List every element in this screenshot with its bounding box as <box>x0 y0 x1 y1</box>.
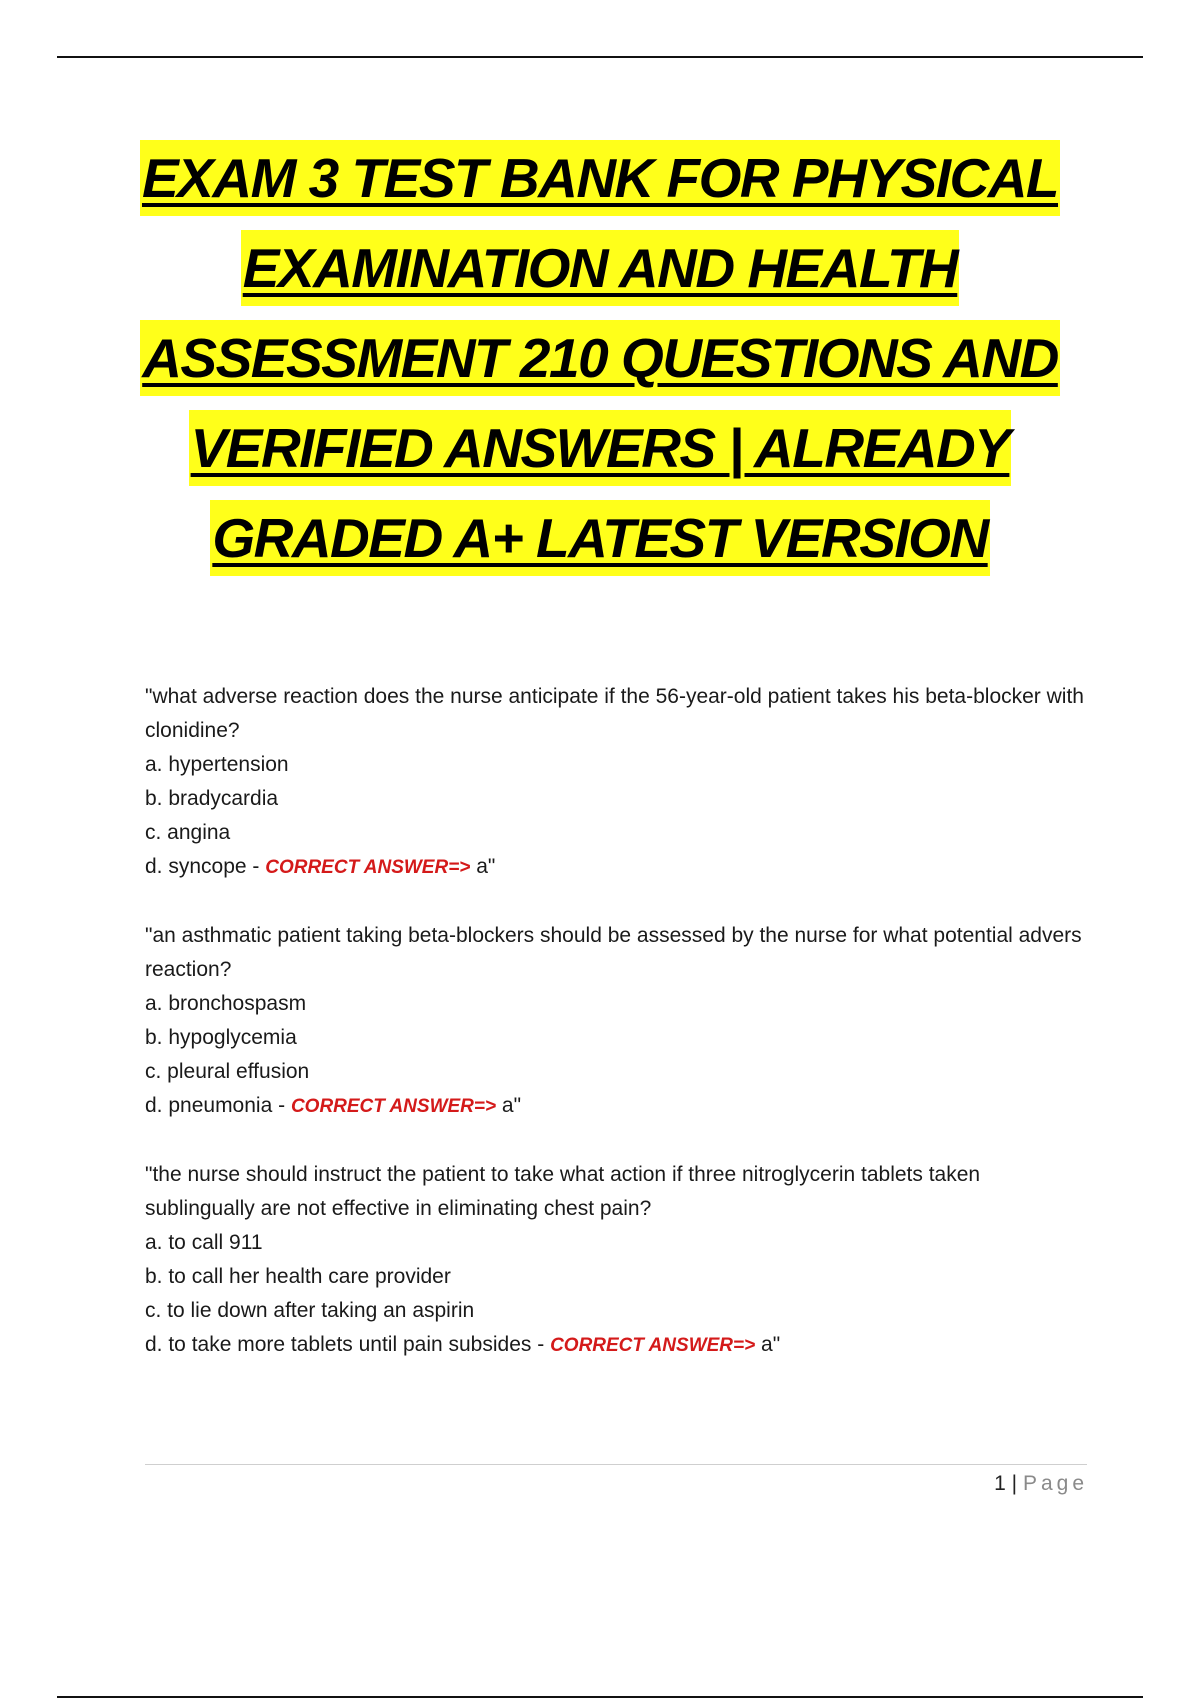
option-a: a. hypertension <box>145 753 289 776</box>
top-rule <box>57 56 1143 58</box>
correct-answer-label: CORRECT ANSWER=> <box>265 857 471 878</box>
option-c: c. to lie down after taking an aspirin <box>145 1299 475 1322</box>
option-d-line <box>145 1328 1085 1363</box>
page-label: Page <box>1022 1472 1088 1495</box>
option-d: d. to take more tablets until pain subsides - <box>145 1333 551 1356</box>
question-2 <box>145 919 1085 1124</box>
page-footer <box>994 1467 1088 1501</box>
option-b: b. to call her health care provider <box>145 1265 451 1288</box>
option-d: d. pneumonia - <box>145 1094 291 1117</box>
page-number: 1 <box>994 1472 1006 1495</box>
title-line-1: EXAM 3 TEST BANK FOR PHYSICAL <box>140 140 1060 216</box>
question-1 <box>145 680 1085 885</box>
question-text: "what adverse reaction does the nurse anticipate if the 56-year-old patient takes his beta-blocker with clonidine? <box>145 685 1084 742</box>
question-3 <box>145 1158 1085 1363</box>
question-list <box>145 680 1085 1397</box>
title-line-5: GRADED A+ LATEST VERSION <box>210 500 989 576</box>
option-c: c. pleural effusion <box>145 1060 310 1083</box>
correct-answer-label: CORRECT ANSWER=> <box>290 1096 497 1117</box>
title-line-3: ASSESSMENT 210 QUESTIONS AND <box>140 320 1060 396</box>
option-d-line <box>145 1089 1085 1124</box>
option-a: a. bronchospasm <box>145 992 307 1015</box>
title-line-4: VERIFIED ANSWERS | ALREADY <box>189 410 1012 486</box>
option-b: b. hypoglycemia <box>145 1026 297 1049</box>
footer-rule <box>145 1464 1087 1465</box>
option-a: a. to call 911 <box>145 1231 263 1254</box>
bottom-rule <box>57 1696 1143 1698</box>
option-c: c. angina <box>145 821 231 844</box>
question-text: "an asthmatic patient taking beta-blockers should be assessed by the nurse for what potential advers reaction? <box>145 924 1082 981</box>
correct-answer-label: CORRECT ANSWER=> <box>550 1335 756 1356</box>
answer-value: a" <box>496 1094 522 1117</box>
document-title <box>130 140 1070 590</box>
question-text: "the nurse should instruct the patient to take what action if three nitroglycerin tablets taken sublingually are not effective in eliminating chest pain? <box>145 1163 981 1220</box>
footer-separator: | <box>1005 1472 1023 1495</box>
option-b: b. bradycardia <box>145 787 279 810</box>
option-d: d. syncope - <box>145 855 266 878</box>
option-d-line <box>145 850 1085 885</box>
title-line-2: EXAMINATION AND HEALTH <box>241 230 960 306</box>
answer-value: a" <box>470 855 496 878</box>
answer-value: a" <box>755 1333 781 1356</box>
